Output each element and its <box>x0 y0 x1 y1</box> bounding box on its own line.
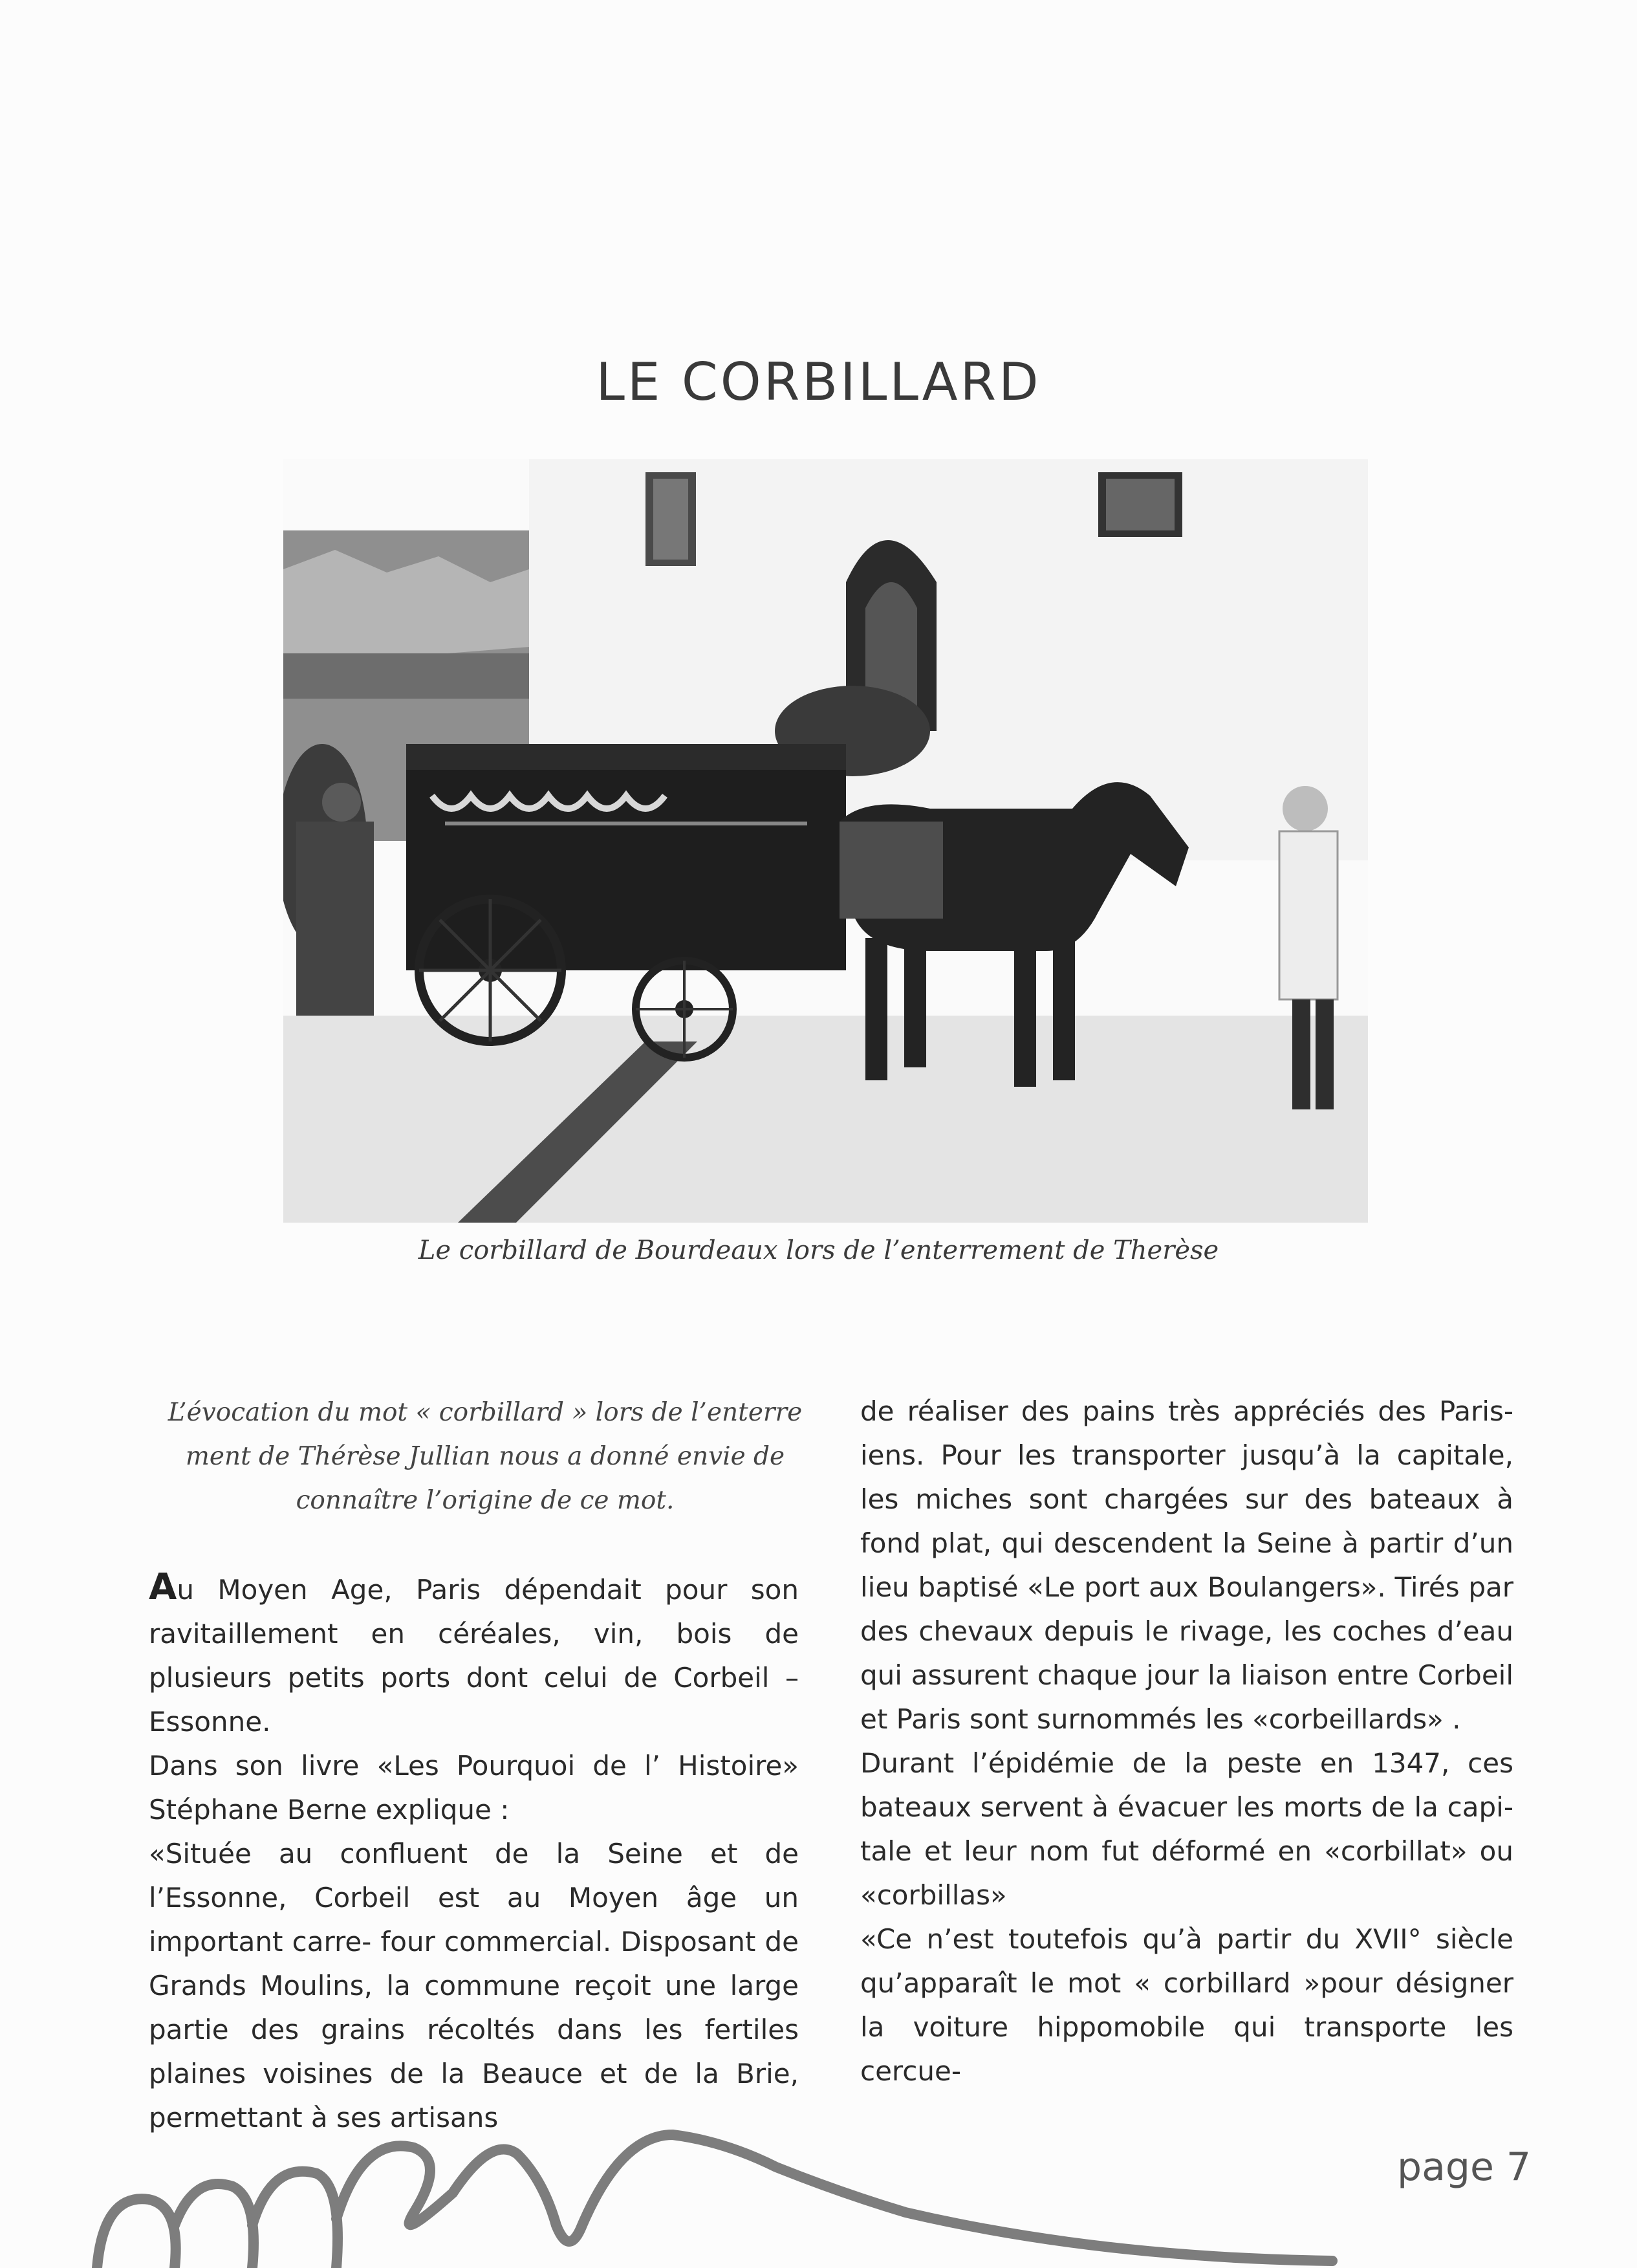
hearse-photo <box>283 459 1368 1223</box>
left-paragraph: Au Moyen Age, Paris dépendait pour son ravitaillement en céréales, vin, bois de plusieurs petits ports dont celui de Corbeil – Essonne. <box>149 1566 799 1738</box>
page-title: LE CORBILLARD <box>596 351 1041 412</box>
decorative-scribble <box>0 2096 1637 2268</box>
left-column <box>149 1565 799 2140</box>
drop-cap: A <box>149 1566 177 1608</box>
left-paragraph: Dans son livre «Les Pourquoi de l’ Histoire» Stéphane Berne explique : <box>149 1750 799 1826</box>
left-paragraph: «Située au confluent de la Seine et de l’Essonne, Corbeil est au Moyen âge un important carre- four commercial. Disposant de Grands Moulins, la commune reçoit une large partie des grains récoltés dans les fertiles plaines voisines de la Beauce et de la Brie, permettant à ses artisans <box>149 1838 799 2133</box>
right-paragraph: «Ce n’est toutefois qu’à partir du XVII° siècle qu’apparaît le mot « corbillard »pour désigner la voiture hippomobile qui transporte les cercue- <box>860 1923 1513 2087</box>
right-column <box>860 1390 1513 2093</box>
right-paragraph: Durant l’épidémie de la peste en 1347, ces bateaux servent à évacuer les morts de la capi- tale et leur nom fut déformé en «corbillat» ou «corbillas» <box>860 1747 1513 1911</box>
right-paragraph: de réaliser des pains très appréciés des Paris- iens. Pour les transporter jusqu’à la capitale, les miches sont chargées sur des bateaux à fond plat, qui descendent la Seine à partir d’un lieu baptisé «Le port aux Boulangers». Tirés par des chevaux depuis le rivage, les coches d’eau qui assurent chaque jour la liaison entre Corbeil et Paris sont surnommés les «corbeillards» . <box>860 1395 1513 1735</box>
intro-text: L’évocation du mot « corbillard » lors de l’enterre ment de Thérèse Jullian nous a donné envie de connaître l’origine de ce mot. <box>168 1398 803 1515</box>
photo-caption: Le corbillard de Bourdeaux lors de l’enterrement de Therèse <box>418 1236 1219 1265</box>
page-number: page 7 <box>1397 2144 1532 2190</box>
